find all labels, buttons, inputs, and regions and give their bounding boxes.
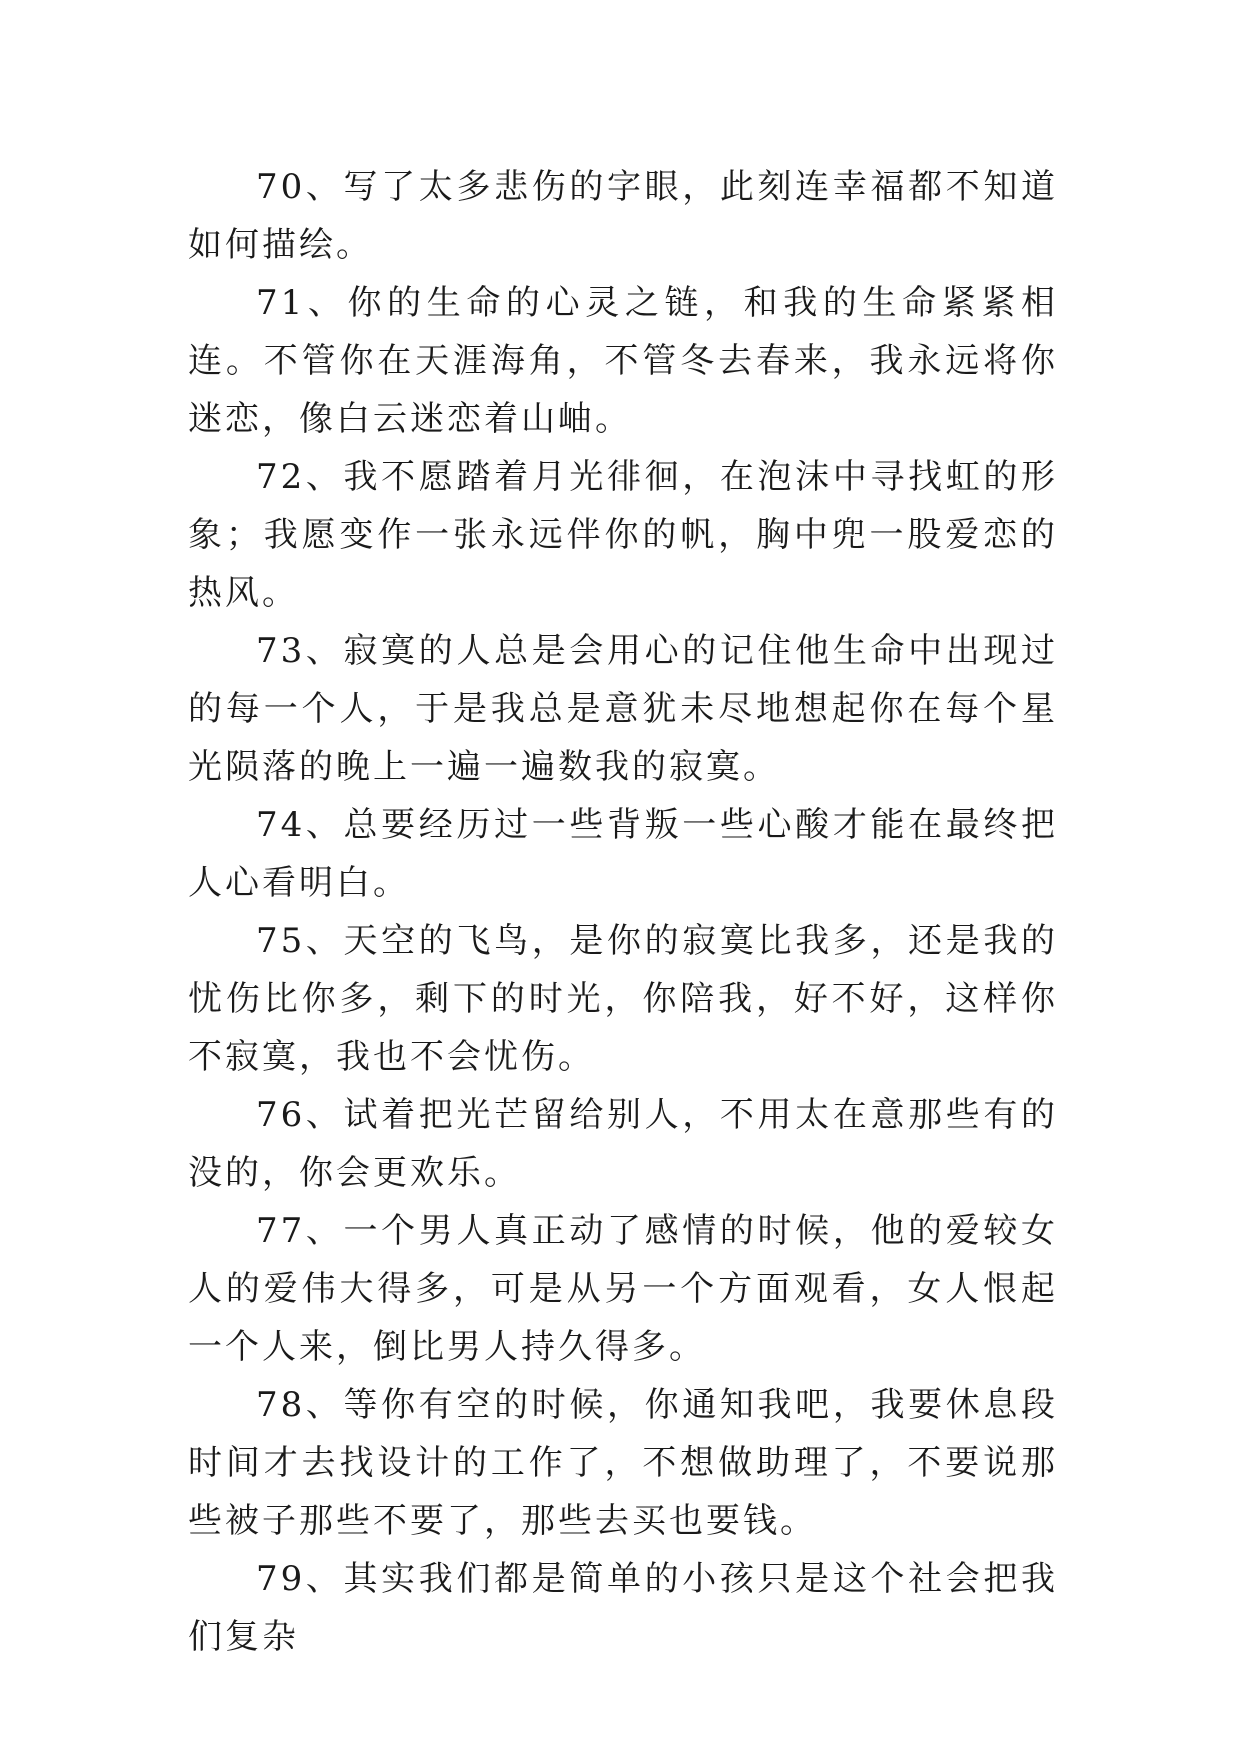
paragraph-76: 76、试着把光芒留给别人，不用太在意那些有的没的，你会更欢乐。 — [188, 1095, 1058, 1193]
paragraph-78: 78、等你有空的时候，你通知我吧，我要休息段时间才去找设计的工作了，不想做助理了，不要说那些被子那些不要了，那些去买也要钱。 — [188, 1385, 1058, 1541]
paragraph-72: 72、我不愿踏着月光徘徊，在泡沫中寻找虹的形象；我愿变作一张永远伴你的帆，胸中兜一股爱恋的热风。 — [188, 457, 1058, 613]
paragraph-79: 79、其实我们都是简单的小孩只是这个社会把我们复杂 — [188, 1559, 1058, 1657]
paragraph-77: 77、一个男人真正动了感情的时候，他的爱较女人的爱伟大得多，可是从另一个方面观看，女人恨起一个人来，倒比男人持久得多。 — [188, 1211, 1058, 1367]
document-body — [188, 158, 1058, 1666]
paragraph-73: 73、寂寞的人总是会用心的记住他生命中出现过的每一个人，于是我总是意犹未尽地想起你在每个星光陨落的晚上一遍一遍数我的寂寞。 — [188, 631, 1058, 787]
paragraph-75: 75、天空的飞鸟，是你的寂寞比我多，还是我的忧伤比你多，剩下的时光，你陪我，好不好，这样你不寂寞，我也不会忧伤。 — [188, 921, 1058, 1077]
paragraph-74: 74、总要经历过一些背叛一些心酸才能在最终把人心看明白。 — [188, 805, 1058, 903]
paragraph-70: 70、写了太多悲伤的字眼，此刻连幸福都不知道如何描绘。 — [188, 167, 1058, 265]
paragraph-71: 71、你的生命的心灵之链，和我的生命紧紧相连。不管你在天涯海角，不管冬去春来，我永远将你迷恋，像白云迷恋着山岫。 — [188, 283, 1058, 439]
